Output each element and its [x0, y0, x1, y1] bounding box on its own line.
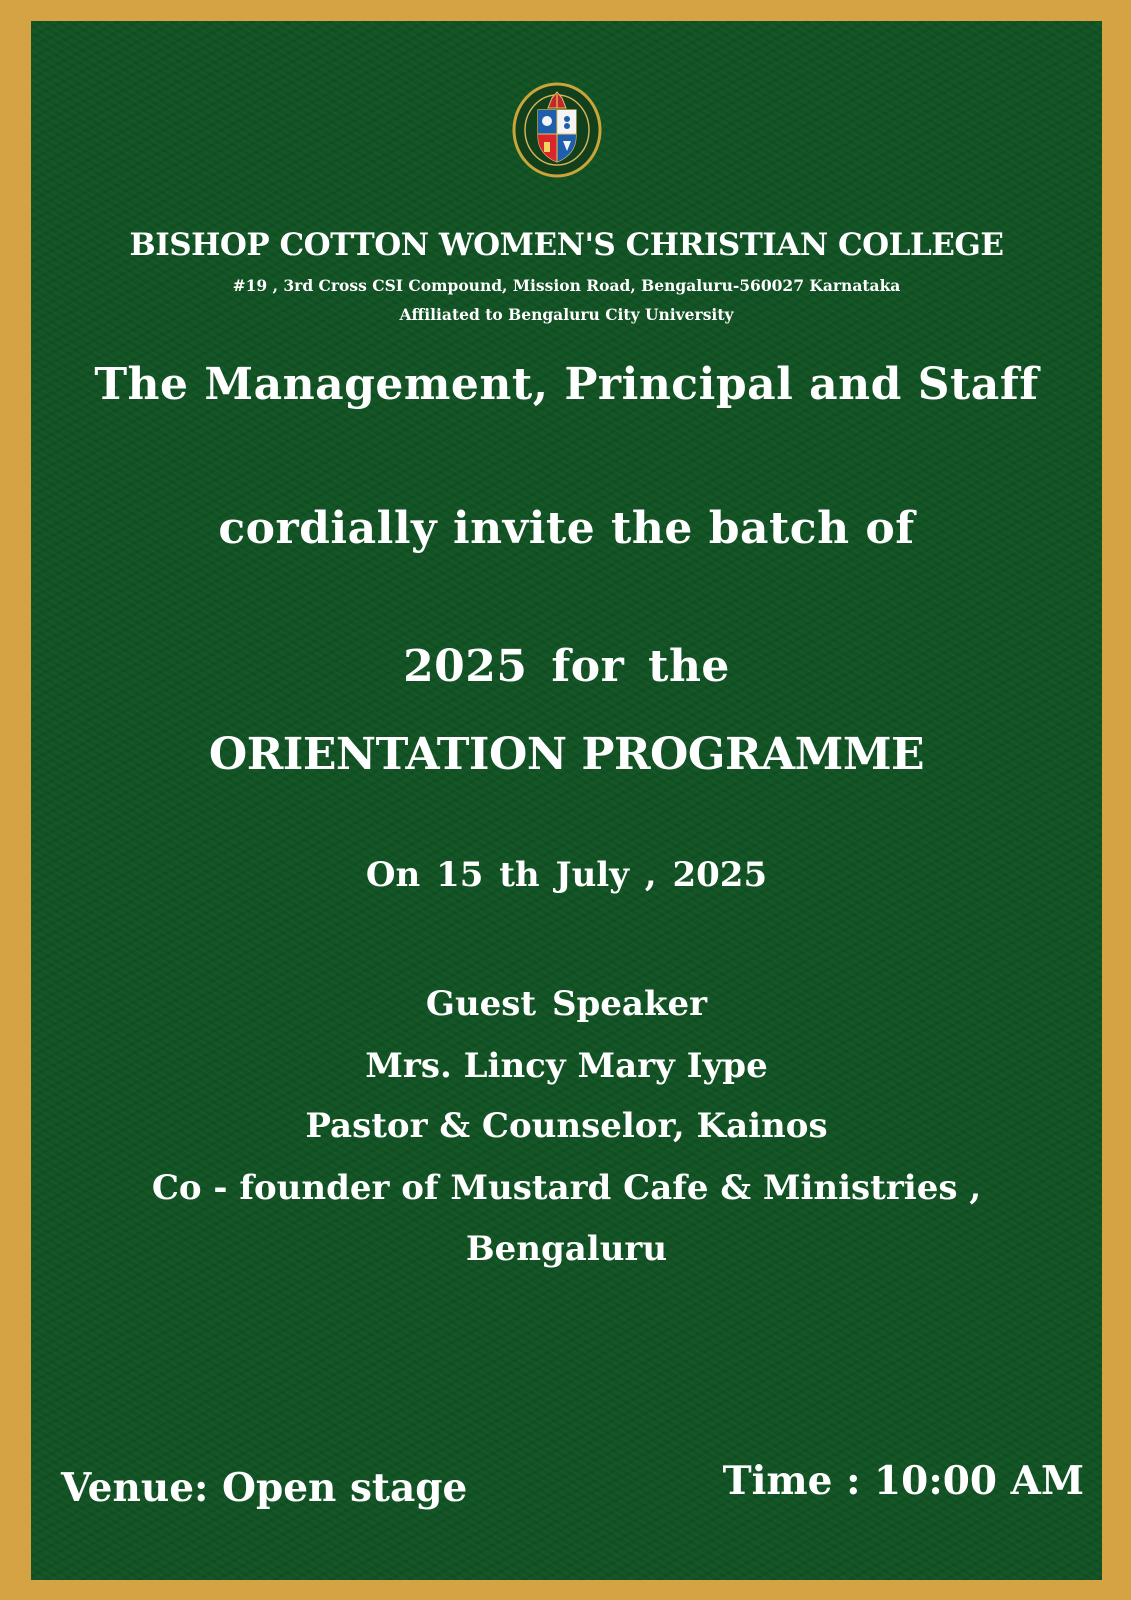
time-label: Time : 10:00 AM [722, 1458, 1084, 1504]
speaker-role: Pastor & Counselor, Kainos [305, 1106, 828, 1146]
speaker-name: Mrs. Lincy Mary Iype [365, 1046, 768, 1086]
event-date: On 15 th July , 2025 [365, 855, 768, 895]
venue-label: Venue: Open stage [61, 1465, 468, 1511]
college-address: #19 , 3rd Cross CSI Compound, Mission Road, Bengaluru-560027 Karnataka [232, 276, 901, 295]
batch-line: 2025 for the [403, 641, 730, 692]
college-affiliation: Affiliated to Bengaluru City University [399, 305, 734, 324]
inviters-line: The Management, Principal and Staff [94, 359, 1039, 410]
speaker-organization: Co - founder of Mustard Cafe & Ministries , [151, 1168, 982, 1208]
college-name: BISHOP COTTON WOMEN'S CHRISTIAN COLLEGE [129, 227, 1004, 263]
invitation-card [31, 21, 1102, 1580]
college-crest-icon [511, 78, 603, 178]
speaker-heading: Guest Speaker [425, 984, 708, 1024]
event-title: ORIENTATION PROGRAMME [208, 729, 925, 780]
speaker-city: Bengaluru [465, 1229, 668, 1269]
invite-line: cordially invite the batch of [218, 503, 915, 554]
